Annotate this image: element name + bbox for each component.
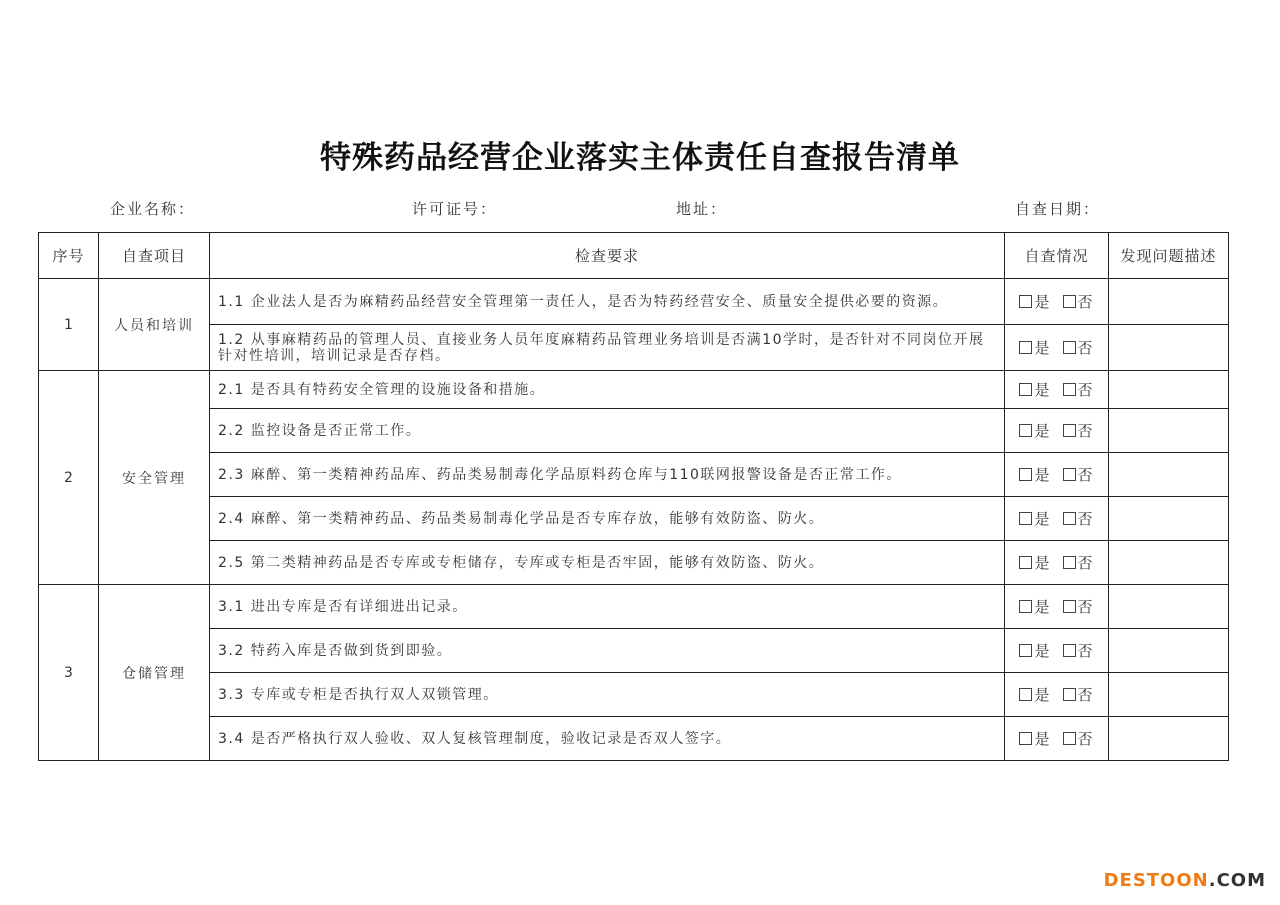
license-number-label: 许可证号： bbox=[412, 200, 498, 218]
yes-label: 是 bbox=[1034, 510, 1051, 528]
no-checkbox[interactable] bbox=[1063, 295, 1076, 308]
no-label: 否 bbox=[1077, 642, 1094, 660]
requirement-text: 1.1 企业法人是否为麻精药品经营安全管理第一责任人，是否为特药经营安全、质量安全提供必要的资源。 bbox=[210, 279, 1005, 325]
table-header-row bbox=[39, 233, 1229, 279]
header-no: 序号 bbox=[39, 233, 99, 279]
requirement-text: 2.5 第二类精神药品是否专库或专柜储存，专库或专柜是否牢固，能够有效防盗、防火。 bbox=[210, 541, 1005, 585]
issue-description-cell[interactable] bbox=[1109, 717, 1229, 761]
section-item: 安全管理 bbox=[99, 371, 210, 585]
no-checkbox[interactable] bbox=[1063, 600, 1076, 613]
table-row bbox=[39, 717, 1229, 761]
no-checkbox[interactable] bbox=[1063, 512, 1076, 525]
header-requirement: 检查要求 bbox=[210, 233, 1005, 279]
section-number: 3 bbox=[39, 585, 99, 761]
no-checkbox[interactable] bbox=[1063, 732, 1076, 745]
no-checkbox[interactable] bbox=[1063, 383, 1076, 396]
yes-label: 是 bbox=[1034, 422, 1051, 440]
yes-checkbox[interactable] bbox=[1019, 644, 1032, 657]
check-status-cell bbox=[1005, 673, 1109, 717]
check-status-cell bbox=[1005, 409, 1109, 453]
issue-description-cell[interactable] bbox=[1109, 629, 1229, 673]
section-item: 仓储管理 bbox=[99, 585, 210, 761]
yes-label: 是 bbox=[1034, 293, 1051, 311]
check-status-cell bbox=[1005, 629, 1109, 673]
self-check-table bbox=[38, 232, 1229, 761]
issue-description-cell[interactable] bbox=[1109, 673, 1229, 717]
yes-label: 是 bbox=[1034, 598, 1051, 616]
issue-description-cell[interactable] bbox=[1109, 497, 1229, 541]
table-row bbox=[39, 453, 1229, 497]
table-row bbox=[39, 673, 1229, 717]
no-checkbox[interactable] bbox=[1063, 688, 1076, 701]
issue-description-cell[interactable] bbox=[1109, 585, 1229, 629]
no-label: 否 bbox=[1077, 381, 1094, 399]
no-checkbox[interactable] bbox=[1063, 468, 1076, 481]
no-checkbox[interactable] bbox=[1063, 424, 1076, 437]
no-label: 否 bbox=[1077, 293, 1094, 311]
yes-checkbox[interactable] bbox=[1019, 512, 1032, 525]
yes-checkbox[interactable] bbox=[1019, 688, 1032, 701]
yes-checkbox[interactable] bbox=[1019, 468, 1032, 481]
check-status-cell bbox=[1005, 585, 1109, 629]
no-checkbox[interactable] bbox=[1063, 644, 1076, 657]
issue-description-cell[interactable] bbox=[1109, 409, 1229, 453]
check-status-cell bbox=[1005, 325, 1109, 371]
check-status-cell bbox=[1005, 279, 1109, 325]
issue-description-cell[interactable] bbox=[1109, 453, 1229, 497]
requirement-text: 3.2 特药入库是否做到货到即验。 bbox=[210, 629, 1005, 673]
section-item: 人员和培训 bbox=[99, 279, 210, 371]
table-row bbox=[39, 371, 1229, 409]
no-label: 否 bbox=[1077, 598, 1094, 616]
check-date-label: 自查日期： bbox=[1015, 200, 1101, 218]
issue-description-cell[interactable] bbox=[1109, 325, 1229, 371]
yes-label: 是 bbox=[1034, 381, 1051, 399]
check-status-cell bbox=[1005, 541, 1109, 585]
requirement-text: 2.4 麻醉、第一类精神药品、药品类易制毒化学品是否专库存放，能够有效防盗、防火。 bbox=[210, 497, 1005, 541]
table-row bbox=[39, 279, 1229, 325]
watermark-brand: DESTOON bbox=[1103, 870, 1209, 891]
requirement-text: 2.3 麻醉、第一类精神药品库、药品类易制毒化学品原料药仓库与110联网报警设备是否正常工作。 bbox=[210, 453, 1005, 497]
header-issue: 发现问题描述 bbox=[1109, 233, 1229, 279]
check-status-cell bbox=[1005, 497, 1109, 541]
yes-label: 是 bbox=[1034, 339, 1051, 357]
table-body bbox=[39, 279, 1229, 761]
section-number: 2 bbox=[39, 371, 99, 585]
yes-checkbox[interactable] bbox=[1019, 556, 1032, 569]
requirement-text: 2.1 是否具有特药安全管理的设施设备和措施。 bbox=[210, 371, 1005, 409]
yes-checkbox[interactable] bbox=[1019, 424, 1032, 437]
table-row bbox=[39, 409, 1229, 453]
requirement-text: 2.2 监控设备是否正常工作。 bbox=[210, 409, 1005, 453]
requirement-text: 1.2 从事麻精药品的管理人员、直接业务人员年度麻精药品管理业务培训是否满10学时，是否针对不同岗位开展针对性培训，培训记录是否存档。 bbox=[210, 325, 1005, 371]
yes-label: 是 bbox=[1034, 466, 1051, 484]
yes-checkbox[interactable] bbox=[1019, 383, 1032, 396]
requirement-text: 3.3 专库或专柜是否执行双人双锁管理。 bbox=[210, 673, 1005, 717]
no-checkbox[interactable] bbox=[1063, 556, 1076, 569]
section-number: 1 bbox=[39, 279, 99, 371]
company-name-label: 企业名称： bbox=[110, 200, 196, 218]
yes-label: 是 bbox=[1034, 554, 1051, 572]
address-label: 地址： bbox=[676, 200, 728, 218]
yes-label: 是 bbox=[1034, 642, 1051, 660]
yes-label: 是 bbox=[1034, 730, 1051, 748]
watermark-logo bbox=[1104, 870, 1266, 891]
check-status-cell bbox=[1005, 717, 1109, 761]
table-row bbox=[39, 541, 1229, 585]
no-label: 否 bbox=[1077, 554, 1094, 572]
no-checkbox[interactable] bbox=[1063, 341, 1076, 354]
header-item: 自查项目 bbox=[99, 233, 210, 279]
header-status: 自查情况 bbox=[1005, 233, 1109, 279]
table-row bbox=[39, 585, 1229, 629]
issue-description-cell[interactable] bbox=[1109, 541, 1229, 585]
requirement-text: 3.4 是否严格执行双人验收、双人复核管理制度，验收记录是否双人签字。 bbox=[210, 717, 1005, 761]
issue-description-cell[interactable] bbox=[1109, 279, 1229, 325]
table-row bbox=[39, 325, 1229, 371]
yes-checkbox[interactable] bbox=[1019, 341, 1032, 354]
yes-checkbox[interactable] bbox=[1019, 295, 1032, 308]
yes-checkbox[interactable] bbox=[1019, 732, 1032, 745]
table-row bbox=[39, 629, 1229, 673]
yes-checkbox[interactable] bbox=[1019, 600, 1032, 613]
requirement-text: 3.1 进出专库是否有详细进出记录。 bbox=[210, 585, 1005, 629]
check-status-cell bbox=[1005, 371, 1109, 409]
no-label: 否 bbox=[1077, 466, 1094, 484]
check-status-cell bbox=[1005, 453, 1109, 497]
no-label: 否 bbox=[1077, 422, 1094, 440]
page-title: 特殊药品经营企业落实主体责任自查报告清单 bbox=[320, 140, 960, 176]
no-label: 否 bbox=[1077, 510, 1094, 528]
yes-label: 是 bbox=[1034, 686, 1051, 704]
no-label: 否 bbox=[1077, 686, 1094, 704]
issue-description-cell[interactable] bbox=[1109, 371, 1229, 409]
watermark-suffix: .COM bbox=[1208, 870, 1266, 891]
table-row bbox=[39, 497, 1229, 541]
no-label: 否 bbox=[1077, 730, 1094, 748]
no-label: 否 bbox=[1077, 339, 1094, 357]
